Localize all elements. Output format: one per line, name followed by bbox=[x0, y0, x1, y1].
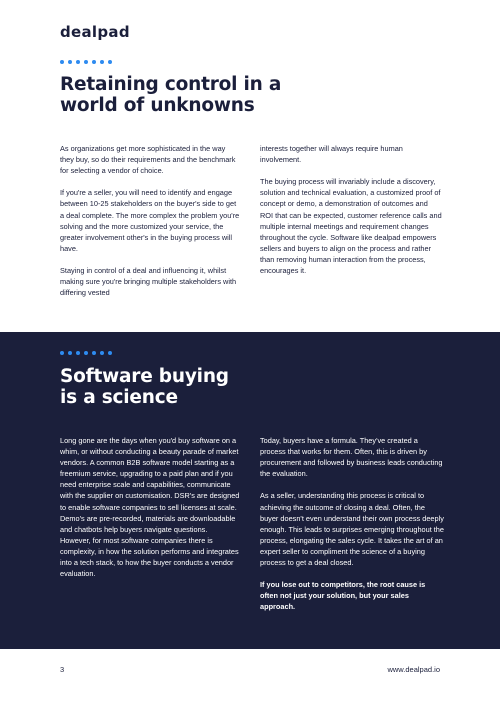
dot-icon bbox=[84, 60, 88, 64]
dot-icon bbox=[108, 351, 112, 355]
software-buying-section bbox=[0, 332, 500, 649]
section2-right-paragraph: As a seller, understanding this process is critical to achieving the outcome of closing a deal. Often, the buyer doesn't even understand their own process deeply enough. This leads to surprises emerging throughout the process, elongating the sales cycle. It takes the art of an expert seller to compliment the science of a buying process to get a deal closed. bbox=[260, 491, 444, 568]
section1-left-paragraph: If you're a seller, you will need to identify and engage between 10-25 stakeholders on the buyer's side to get a deal complete. The more complex the problem you're solving and the more customized your service, the greater involvement other's in the buying process will have. bbox=[60, 188, 240, 253]
dot-icon bbox=[92, 351, 96, 355]
dot-icon bbox=[76, 60, 80, 64]
section2-heading-line1: Software buying bbox=[60, 366, 229, 387]
section1-heading-line1: Retaining control in a bbox=[60, 74, 282, 95]
section1-right-column bbox=[260, 143, 442, 287]
dealpad-logo: dealpad bbox=[60, 23, 130, 41]
dot-icon bbox=[60, 351, 64, 355]
section1-left-column bbox=[60, 143, 240, 309]
section2-right-paragraph: Today, buyers have a formula. They've created a process that works for them. Often, this is driven by procurement and followed by business leads conducting the evaluation. bbox=[260, 436, 443, 479]
section2-heading bbox=[60, 366, 229, 408]
section2-right-column bbox=[260, 435, 444, 624]
section1-heading bbox=[60, 74, 281, 116]
decorative-dots bbox=[60, 60, 112, 64]
section2-left-column bbox=[60, 435, 240, 590]
website-link[interactable]: www.dealpad.io bbox=[387, 665, 440, 674]
section2-left-paragraph: Long gone are the days when you'd buy software on a whim, or without conducting a beauty parade of market vendors. A common B2B software model starting as a freemium service, upgrading to a paid plan and if you need enterprise scale and capabilities, communicate with the supplier on customisation. DSR's are designed to enable software companies to sell licenses at scale. Demo's are pre-recorded, materials are downloadable and chatbots help buyers navigate questions. However, for most software companies there is complexity, in how the solution performs and integrates into a tech stack, to how the buyer conducts a vendor evaluation. bbox=[60, 436, 240, 579]
section1-left-paragraph: Staying in control of a deal and influencing it, whilst making sure you're bringing multiple stakeholders with differing vested bbox=[60, 266, 237, 298]
dot-icon bbox=[68, 351, 72, 355]
page-number: 3 bbox=[60, 665, 65, 674]
section1-right-paragraph: The buying process will invariably include a discovery, solution and technical evaluation, a customized proof of concept or demo, a demonstration of outcomes and ROI that can be expected, customer reference calls and multiple internal meetings and requirement changes throughout the cycle. Software like dealpad empowers sellers and buyers to align on the process and rather than removing human interaction from the process, encourages it. bbox=[260, 177, 442, 276]
section1-heading-line2: world of unknowns bbox=[60, 95, 255, 116]
dot-icon bbox=[84, 351, 88, 355]
section2-bold-callout: If you lose out to competitors, the root cause is often not just your solution, but your sales approach. bbox=[260, 580, 426, 612]
section1-right-paragraph: interests together will always require human involvement. bbox=[260, 144, 403, 165]
dot-icon bbox=[60, 60, 64, 64]
section2-heading-line2: is a science bbox=[60, 387, 178, 408]
dot-icon bbox=[76, 351, 80, 355]
section1-left-paragraph: As organizations get more sophisticated in the way they buy, so do their requirements and the benchmark for selecting a vendor of choice. bbox=[60, 144, 236, 176]
dot-icon bbox=[108, 60, 112, 64]
decorative-dots bbox=[60, 351, 112, 355]
dot-icon bbox=[68, 60, 72, 64]
dot-icon bbox=[100, 351, 104, 355]
dot-icon bbox=[100, 60, 104, 64]
dot-icon bbox=[92, 60, 96, 64]
